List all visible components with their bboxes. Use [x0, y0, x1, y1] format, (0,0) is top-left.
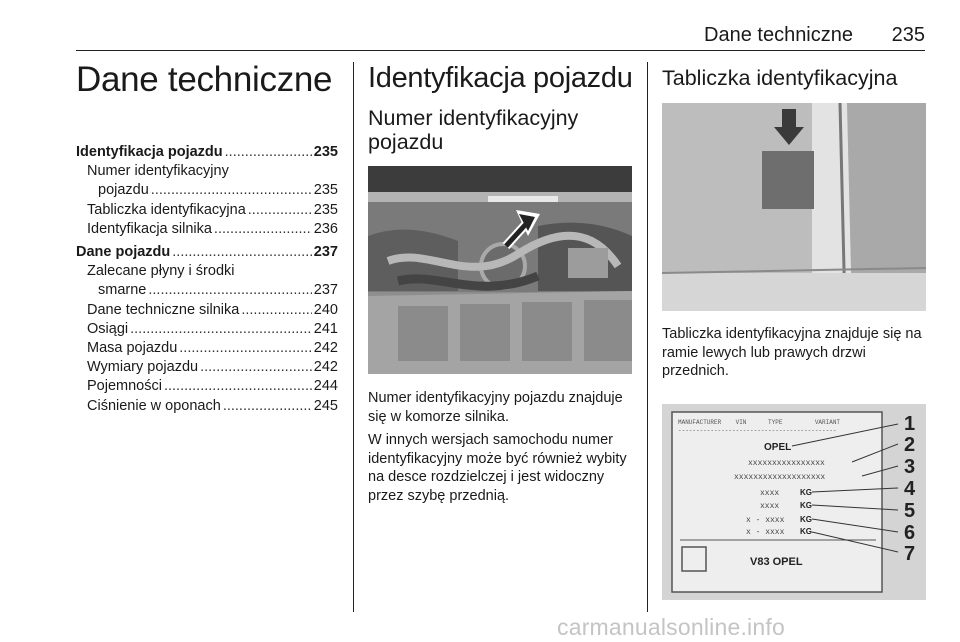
column-divider-2	[647, 62, 648, 612]
toc-entry-page: 240	[313, 301, 338, 318]
toc-entry[interactable]	[76, 162, 338, 181]
toc-entry-page: 241	[313, 320, 338, 337]
toc-entry[interactable]	[76, 301, 338, 320]
svg-text:MANUFACTURER VIN TYPE: MANUFACTURER VIN TYPE VARIANT	[678, 419, 841, 426]
toc-entry-label: Dane pojazdu	[76, 244, 171, 261]
plate-kg-1: KG	[800, 488, 812, 497]
toc-entry-page: 235	[313, 182, 338, 199]
callout-2: 2	[904, 434, 916, 456]
toc-entry-label: Dane techniczne silnika	[87, 301, 240, 318]
vin-location-paragraph: Numer identyfikacyjny pojazdu znajduje się w komorze silnika.	[368, 390, 623, 425]
toc-leader-dots	[179, 339, 312, 358]
callout-4: 4	[904, 478, 916, 500]
toc-entry[interactable]	[76, 143, 338, 162]
running-header-title: Dane techniczne	[704, 24, 853, 46]
toc-entry-label: Osiągi	[87, 320, 129, 337]
chapter-title: Dane techniczne	[76, 60, 333, 99]
identification-plate-figure	[662, 404, 926, 600]
door-pillar-figure	[662, 103, 926, 311]
engine-bay-figure	[368, 166, 632, 374]
toc-leader-dots	[248, 201, 312, 220]
toc-entry-page: 237	[313, 282, 338, 299]
toc-entry-page: 235	[313, 201, 338, 218]
toc-leader-dots	[172, 243, 312, 262]
toc-leader-dots	[130, 320, 312, 339]
toc-entry-page: 244	[313, 378, 338, 395]
subsection-title-vin: Numer identyfikacyjny pojazdu	[368, 106, 579, 154]
callout-5: 5	[904, 500, 916, 522]
toc-entry[interactable]	[76, 281, 338, 300]
id-plate-location-paragraph: Tabliczka identyfikacyjna znajduje się na ramie lewych lub prawych drzwi przednich.	[662, 326, 922, 379]
svg-text:x - xxxx: x - xxxx	[746, 528, 785, 537]
toc-entry-page: 236	[313, 220, 338, 237]
column-divider-1	[353, 62, 354, 612]
toc-leader-dots	[151, 181, 312, 200]
toc-entry[interactable]	[76, 397, 338, 416]
callout-3: 3	[904, 456, 916, 478]
toc-entry[interactable]	[76, 320, 338, 339]
page-number: 235	[891, 24, 925, 46]
callout-7: 7	[904, 543, 916, 565]
plate-kg-3: KG	[800, 515, 812, 524]
section-title-vehicle-identification: Identyfikacja pojazdu	[368, 62, 633, 94]
toc-entry-label: Pojemności	[87, 378, 162, 395]
toc-entry-label: Ciśnienie w oponach	[87, 397, 221, 414]
plate-bottom-text: V83 OPEL	[750, 556, 803, 568]
toc-entry-page: 237	[313, 244, 338, 261]
toc-entry-page: 242	[313, 340, 338, 357]
toc-leader-dots	[225, 143, 312, 162]
toc-leader-dots	[241, 301, 311, 320]
svg-text:x - xxxx: x - xxxx	[746, 516, 785, 525]
plate-kg-2: KG	[800, 501, 812, 510]
toc-entry-page: 242	[313, 359, 338, 376]
callout-1: 1	[904, 413, 916, 435]
toc-leader-dots	[214, 220, 312, 239]
toc-entry[interactable]	[76, 243, 338, 262]
vin-alternative-paragraph: W innych wersjach samochodu numer identyfikacyjny może być również wybity na desce rozdzielczej i jest widoczny przez szybę przednią.	[368, 432, 627, 504]
svg-text:xxxxxxxxxxxxxxxx: xxxxxxxxxxxxxxxx	[748, 459, 825, 468]
callout-6: 6	[904, 522, 916, 544]
watermark: carmanualsonline.info	[557, 614, 785, 640]
toc-entry-page: 235	[313, 144, 338, 160]
section-title-id-plate: Tabliczka identyfikacyjna	[662, 66, 898, 90]
svg-text:xxxx: xxxx	[760, 489, 780, 498]
toc-leader-dots	[164, 377, 312, 396]
toc-leader-dots	[200, 358, 312, 377]
toc-entry[interactable]	[76, 358, 338, 377]
toc-entry[interactable]	[76, 339, 338, 358]
toc-entry[interactable]	[76, 220, 338, 239]
plate-brand: OPEL	[764, 442, 792, 453]
toc-entry[interactable]	[76, 181, 338, 200]
toc-entry-label: Tabliczka identyfikacyjna	[87, 201, 246, 218]
svg-text:xxxx: xxxx	[760, 502, 780, 511]
toc-entry[interactable]	[76, 201, 338, 220]
toc-entry-label: Identyfikacja silnika	[87, 220, 212, 237]
toc-entry-label: Masa pojazdu	[87, 340, 178, 357]
plate-kg-4: KG	[800, 527, 812, 536]
toc-leader-dots	[223, 397, 312, 416]
toc-entry-label: Identyfikacja pojazdu	[76, 144, 223, 160]
toc-entry-label: smarne	[98, 282, 147, 299]
svg-text:------------------------------: --------------------------------------------	[678, 427, 837, 434]
svg-text:xxxxxxxxxxxxxxxxxxx: xxxxxxxxxxxxxxxxxxx	[734, 473, 826, 482]
toc-entry-label: Wymiary pojazdu	[87, 359, 199, 376]
toc-entry-page: 245	[313, 397, 338, 414]
table-of-contents	[76, 143, 338, 416]
toc-leader-dots	[148, 281, 311, 300]
toc-entry[interactable]	[76, 262, 338, 281]
header-rule	[76, 50, 925, 51]
toc-entry-label: pojazdu	[98, 182, 149, 199]
toc-entry-label: Zalecane płyny i środki	[87, 263, 235, 280]
toc-entry-label: Numer identyfikacyjny	[87, 163, 229, 180]
toc-entry[interactable]	[76, 377, 338, 396]
